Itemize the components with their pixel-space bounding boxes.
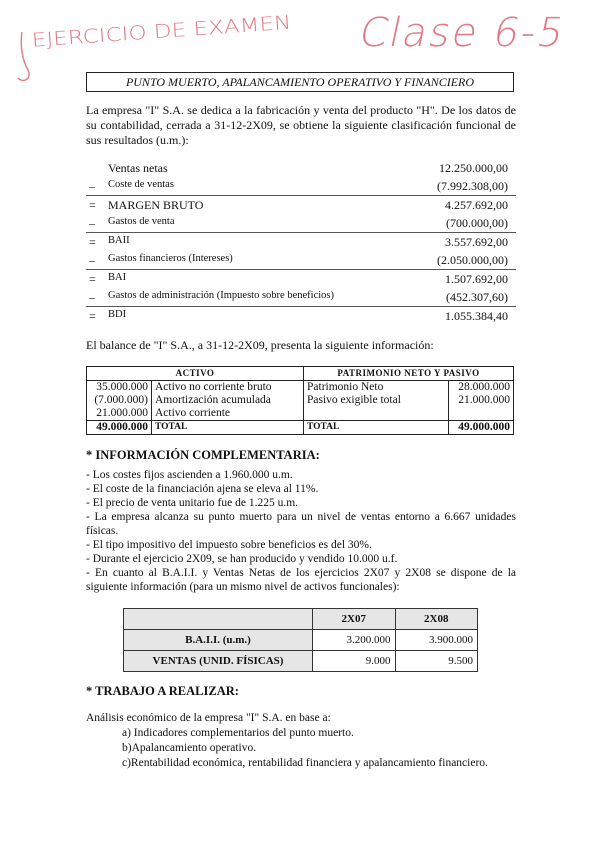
column-header: 2X07 bbox=[313, 609, 396, 630]
table-row bbox=[87, 394, 514, 407]
income-row bbox=[86, 235, 516, 253]
row-label: BDI bbox=[108, 309, 127, 320]
table-row bbox=[124, 651, 478, 672]
list-item: - El tipo impositivo del impuesto sobre beneficios es del 30%. bbox=[86, 539, 372, 551]
asset-label: Activo no corriente bruto bbox=[152, 381, 304, 395]
row-value: 12.250.000,00 bbox=[439, 161, 508, 175]
asset-value: (7.000.000) bbox=[87, 394, 152, 407]
empty-cell bbox=[124, 609, 313, 630]
balance-total-row bbox=[87, 421, 514, 435]
comparison-table bbox=[123, 608, 478, 672]
income-row bbox=[86, 198, 516, 216]
row-label: BAII bbox=[108, 235, 130, 246]
list-item: - En cuanto al B.A.I.I. y Ventas Netas de los ejercicios 2X07 y 2X08 se dispone de la siguiente información (para un mismo nivel de activos funcionales): bbox=[86, 567, 516, 593]
divider bbox=[86, 269, 516, 270]
liability-label: Pasivo exigible total bbox=[304, 394, 449, 407]
income-row bbox=[86, 272, 516, 290]
comparison-header-row bbox=[124, 609, 478, 630]
row-value: 1.055.384,40 bbox=[445, 309, 508, 323]
row-value: 3.557.692,00 bbox=[445, 235, 508, 249]
balance-intro: El balance de "I" S.A., a 31-12-2X09, presenta la siguiente información: bbox=[86, 338, 434, 352]
row-sign: – bbox=[89, 216, 95, 230]
task-heading: * TRABAJO A REALIZAR: bbox=[86, 684, 239, 698]
row-label: Gastos de venta bbox=[108, 216, 175, 227]
task-intro: Análisis económico de la empresa "I" S.A. en base a: bbox=[86, 712, 331, 724]
task-list bbox=[86, 711, 488, 771]
divider bbox=[86, 232, 516, 233]
row-sign: – bbox=[89, 253, 95, 267]
total-liabilities: 49.000.000 bbox=[449, 421, 514, 435]
list-item: - El precio de venta unitario fue de 1.225 u.m. bbox=[86, 497, 299, 509]
row-value: (452.307,60) bbox=[446, 290, 508, 304]
list-item: - Durante el ejercicio 2X09, se han producido y vendido 10.000 u.f. bbox=[86, 553, 398, 565]
list-item: - Los costes fijos ascienden a 1.960.000 u.m. bbox=[86, 469, 293, 481]
total-assets: 49.000.000 bbox=[87, 421, 152, 435]
handwritten-exercise-label: EJERCICIO DE EXAMEN bbox=[31, 14, 247, 52]
liabilities-header: PATRIMONIO NETO Y PASIVO bbox=[304, 367, 514, 381]
row-sign: – bbox=[89, 290, 95, 304]
document-title: PUNTO MUERTO, APALANCAMIENTO OPERATIVO Y FINANCIERO bbox=[86, 72, 514, 92]
row-sign: = bbox=[89, 235, 96, 249]
row-value: 4.257.692,00 bbox=[445, 198, 508, 212]
row-value: (2.050.000,00) bbox=[437, 253, 508, 267]
empty-cell bbox=[304, 407, 449, 421]
row-label: Ventas netas bbox=[108, 161, 168, 175]
bracket-mark-icon bbox=[18, 32, 29, 80]
list-item: a) Indicadores complementarios del punto muerto. bbox=[122, 727, 354, 739]
divider bbox=[86, 195, 516, 196]
row-label: Gastos de administración (Impuesto sobre beneficios) bbox=[108, 290, 334, 301]
column-header: 2X08 bbox=[395, 609, 478, 630]
total-label: TOTAL bbox=[304, 421, 449, 435]
row-label: Coste de ventas bbox=[108, 179, 174, 190]
empty-cell bbox=[449, 407, 514, 421]
list-item: - El coste de la financiación ajena se eleva al 11%. bbox=[86, 483, 319, 495]
list-item: b)Apalancamiento operativo. bbox=[122, 742, 257, 754]
income-row bbox=[86, 309, 516, 327]
asset-value: 21.000.000 bbox=[87, 407, 152, 421]
balance-table bbox=[86, 366, 514, 435]
income-row bbox=[86, 161, 516, 179]
row-value: (700.000,00) bbox=[446, 216, 508, 230]
cell-value: 3.900.000 bbox=[395, 630, 478, 651]
row-label: B.A.I.I. (u.m.) bbox=[124, 630, 313, 651]
assets-header: ACTIVO bbox=[87, 367, 304, 381]
row-sign: – bbox=[89, 179, 95, 193]
row-sign: = bbox=[89, 309, 96, 323]
list-item: - La empresa alcanza su punto muerto para un nivel de ventas entorno a 6.667 unidades físicas. bbox=[86, 511, 516, 537]
divider bbox=[86, 306, 516, 307]
table-row bbox=[124, 630, 478, 651]
row-sign: = bbox=[89, 198, 96, 212]
asset-label: Activo corriente bbox=[152, 407, 304, 421]
row-label: BAI bbox=[108, 272, 127, 283]
row-value: (7.992.308,00) bbox=[437, 179, 508, 193]
table-row bbox=[87, 407, 514, 421]
liability-value: 21.000.000 bbox=[449, 394, 514, 407]
intro-paragraph: La empresa "I" S.A. se dedica a la fabricación y venta del producto "H". De los datos de su contabilidad, cerrada a 31-12-2X09, se obtiene la siguiente clasificación funcional de sus resultados (u.m.): bbox=[86, 103, 516, 147]
list-item: c)Rentabilidad económica, rentabilidad financiera y apalancamiento financiero. bbox=[122, 757, 488, 769]
cell-value: 3.200.000 bbox=[313, 630, 396, 651]
row-label: MARGEN BRUTO bbox=[108, 198, 204, 212]
row-label: Gastos financieros (Intereses) bbox=[108, 253, 233, 264]
cell-value: 9.500 bbox=[395, 651, 478, 672]
row-label: VENTAS (UNID. FÍSICAS) bbox=[124, 651, 313, 672]
liability-value: 28.000.000 bbox=[449, 381, 514, 395]
balance-header-row bbox=[87, 367, 514, 381]
liability-label: Patrimonio Neto bbox=[304, 381, 449, 395]
handwritten-class-label: Clase 6-5 bbox=[355, 10, 570, 56]
info-list bbox=[86, 468, 516, 594]
asset-value: 35.000.000 bbox=[87, 381, 152, 395]
total-label: TOTAL bbox=[152, 421, 304, 435]
row-value: 1.507.692,00 bbox=[445, 272, 508, 286]
cell-value: 9.000 bbox=[313, 651, 396, 672]
table-row bbox=[87, 381, 514, 395]
row-sign: = bbox=[89, 272, 96, 286]
info-heading: * INFORMACIÓN COMPLEMENTARIA: bbox=[86, 448, 320, 462]
asset-label: Amortización acumulada bbox=[152, 394, 304, 407]
